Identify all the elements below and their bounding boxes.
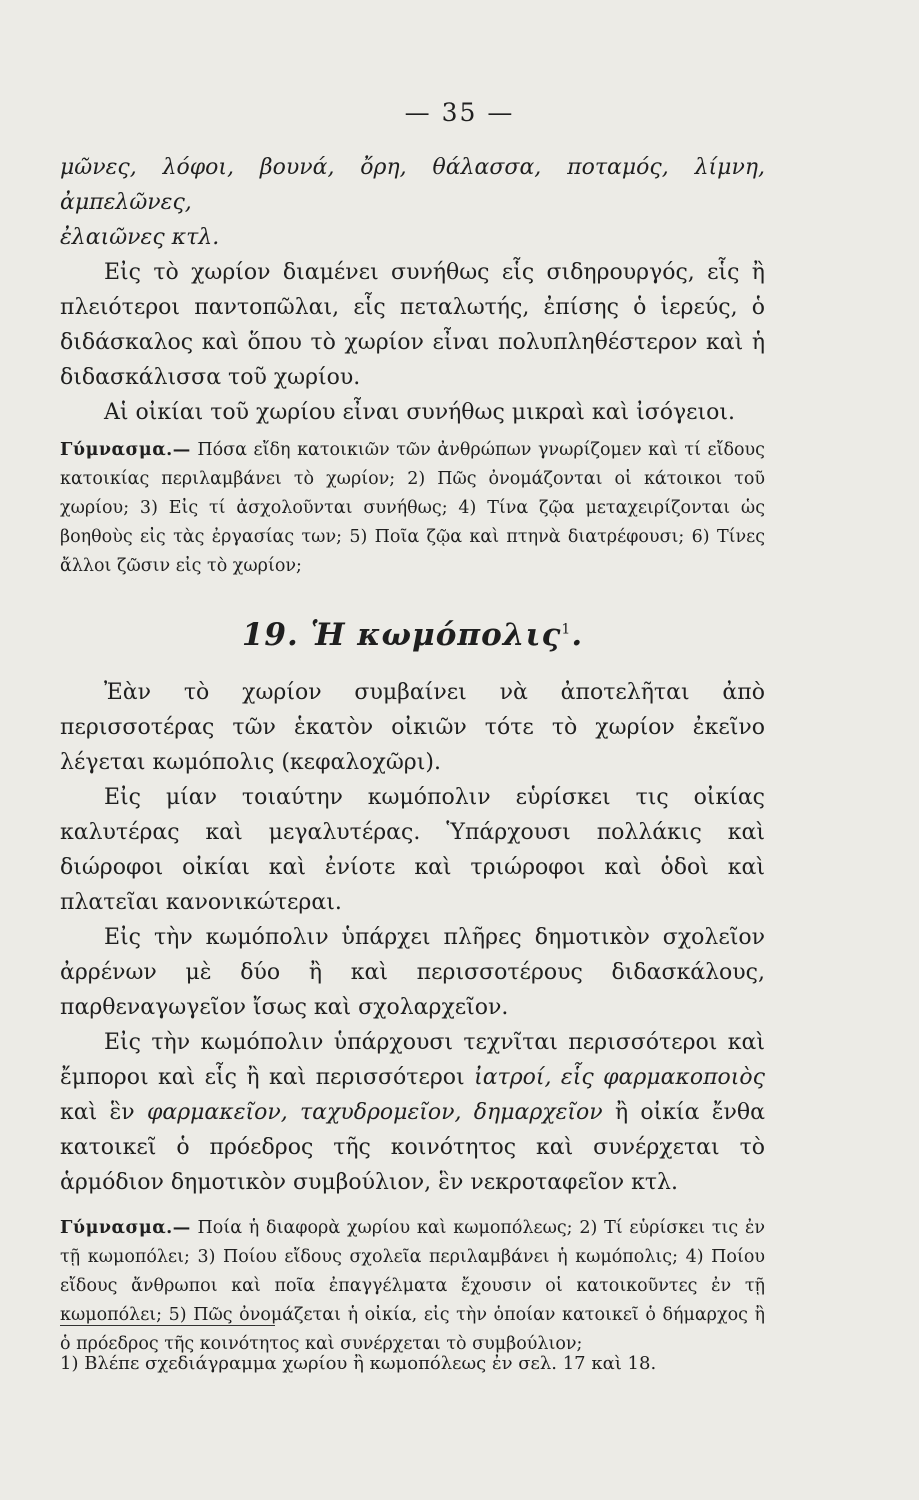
paragraph-village-trades: Εἰς τὸ χωρίον διαμένει συνήθως εἷς σιδηρουργός, εἷς ἢ πλειότεροι παντοπῶλαι, εἷς πεταλωτής, ἐπίσης ὁ ἱερεύς, ὁ διδάσκαλος καὶ ὅπου τὸ χωρίον εἶναι πολυπληθέστερον καὶ ἡ διδασκάλισσα τοῦ χωρίου. xyxy=(60,260,765,390)
exercise-text: Ποία ἡ διαφορὰ χωρίου καὶ κωμοπόλεως; 2) Τί εὑρίσκει τις ἐν τῇ κωμοπόλει; 3) Ποίου εἴδους σχολεῖα περιλαμβάνει ἡ κωμόπολις; 4) Ποίου εἴδους ἄνθρωποι καὶ ποῖα ἐπαγγέλματα ἔχουσιν οἱ κατοικοῦντες ἐν τῇ κωμοπόλει; 5) Πῶς ὀνομάζεται ἡ οἰκία, εἰς τὴν ὁποίαν κατοικεῖ ὁ δήμαρχος ἢ ὁ πρόεδρος τῆς κοινότητος καὶ συνέρχεται τὸ συμβούλιον; xyxy=(60,1218,765,1354)
town-services-text-a: Εἰς τὴν κωμόπολιν ὑπάρχουσι τεχνῖται περισσότεροι καὶ ἔμποροι καὶ εἷς ἢ καὶ περισσότεροι xyxy=(60,1030,765,1090)
section-heading: 19. Ἡ κωμόπολις$^1$. xyxy=(241,617,584,653)
exercise-text: Πόσα εἴδη κατοικιῶν τῶν ἀνθρώπων γνωρίζομεν καὶ τί εἴδους κατοικίας περιλαμβάνει τὸ χωρίον; 2) Πῶς ὀνομάζονται οἱ κάτοικοι τοῦ χωρίου; 3) Εἰς τί ἀσχολοῦνται συνήθως; 4) Τίνα ζῷα μεταχειρίζονται ὡς βοηθοὺς εἰς τὰς ἐργασίας των; 5) Ποῖα ζῷα καὶ πτηνὰ διατρέφουσι; 6) Τίνες ἄλλοι ζῶσιν εἰς τὸ χωρίον; xyxy=(60,440,765,576)
paragraph-town-houses: Εἰς μίαν τοιαύτην κωμόπολιν εὑρίσκει τις οἰκίας καλυτέρας καὶ μεγαλυτέρας. Ὑπάρχουσι πολλάκις καὶ διώροφοι οἰκίαι καὶ ἐνίοτε καὶ τριώροφοι καὶ ὁδοὶ καὶ πλατεῖαι κανονικώτεραι. xyxy=(60,785,765,915)
footnote: 1) Βλέπε σχεδιάγραμμα χωρίου ἢ κωμοπόλεως ἐν σελ. 17 καὶ 18. xyxy=(60,1353,657,1374)
paragraph-village-houses: Αἱ οἰκίαι τοῦ χωρίου εἶναι συνήθως μικραὶ καὶ ἰσόγειοι. xyxy=(104,400,736,425)
footnote-reference: 1 xyxy=(561,621,572,638)
footnote-area xyxy=(60,0,765,1500)
paragraph-town-schools: Εἰς τὴν κωμόπολιν ὑπάρχει πλῆρες δημοτικὸν σχολεῖον ἀρρένων μὲ δύο ἢ καὶ περισσοτέρους διδασκάλους, παρθεναγωγεῖον ἴσως καὶ σχολαρχεῖον. xyxy=(60,925,765,1020)
paragraph-town-definition: Ἐὰν τὸ χωρίον συμβαίνει νὰ ἀποτελῆται ἀπὸ περισσοτέρας τῶν ἑκατὸν οἰκιῶν τότε τὸ χωρίον ἐκεῖνο λέγεται κωμόπολις (κεφαλοχῶρι). xyxy=(60,680,765,775)
exercise-label: Γύμνασμα.— xyxy=(60,440,191,460)
intro-line-2: ἐλαιῶνες κτλ. xyxy=(60,225,220,250)
intro-line-1: μῶνες, λόφοι, βουνά, ὄρη, θάλασσα, ποταμός, λίμνη, ἀμπελῶνες, xyxy=(60,155,765,215)
section-title: 19. Ἡ κωμόπολις xyxy=(241,617,562,653)
exercise-label: Γύμνασμα.— xyxy=(60,1218,191,1238)
town-services-text-d: φαρμακεῖον, ταχυδρομεῖον, δημαρχεῖον xyxy=(146,1100,603,1125)
footnote-divider xyxy=(60,1325,275,1326)
town-services-text-c: καὶ ἓν xyxy=(60,1100,135,1125)
town-services-text-b: ἰατροί, εἷς φαρμακοποιὸς xyxy=(474,1065,765,1090)
town-services-text-e: ἢ οἰκία ἔνθα κατοικεῖ ὁ πρόεδρος τῆς κοινότητος καὶ συνέρχεται τὸ ἁρμόδιον δημοτικὸν συμβούλιον, ἓν νεκροταφεῖον κτλ. xyxy=(60,1100,766,1195)
page-number: — 35 — xyxy=(404,98,515,127)
